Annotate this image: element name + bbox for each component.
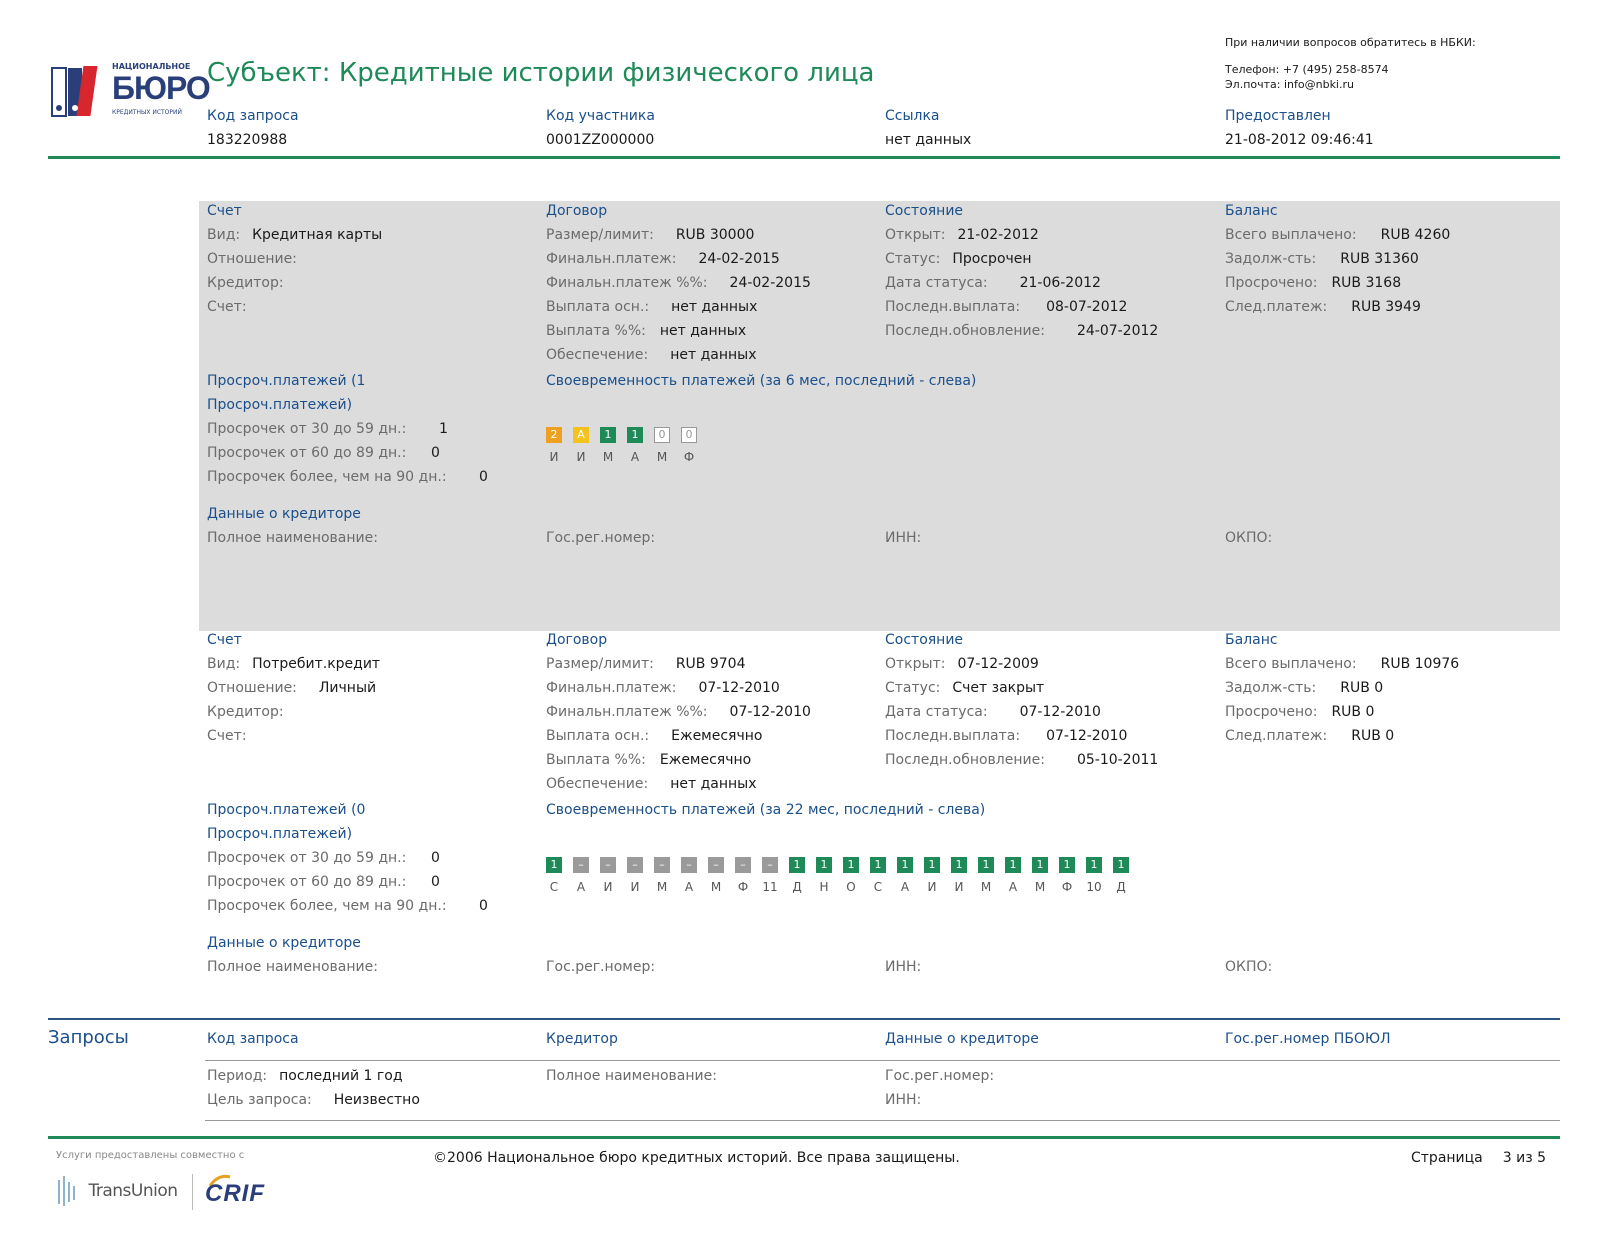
payment-status-cell: 1 (600, 427, 616, 443)
transunion-mark-icon (56, 1176, 78, 1206)
payment-status-cell: 1 (816, 857, 832, 873)
delinquencies-heading-2: Просроч.платежей) (207, 826, 353, 842)
total-paid-value: RUB 10976 (1380, 656, 1460, 672)
payment-month-label: А (900, 880, 910, 894)
final-payment-label: Финальн.платеж: (546, 251, 677, 267)
account-1-balance (1225, 199, 1450, 319)
debt-label: Задолж-сть: (1225, 680, 1317, 696)
full-name-label: Полное наименование: (207, 530, 378, 546)
account-1-timeliness-grid (546, 427, 708, 465)
requests-inn-label: ИНН: (885, 1092, 922, 1108)
footer-divider (48, 1136, 1560, 1139)
final-payment-value: 24-02-2015 (698, 251, 780, 267)
payment-month-label: Ф (737, 880, 749, 894)
payment-month-label: И (549, 450, 559, 464)
payment-status-cell: 1 (978, 857, 994, 873)
late-30-59-value: 0 (431, 850, 440, 866)
purpose-value: Неизвестно (333, 1092, 420, 1108)
status-value: Счет закрыт (952, 680, 1045, 696)
last-update-value: 24-07-2012 (1076, 323, 1159, 339)
creditor-label: Кредитор: (207, 704, 284, 720)
payment-status-cell: 1 (627, 427, 643, 443)
payment-month-label: А (630, 450, 640, 464)
limit-label: Размер/лимит: (546, 656, 654, 672)
collateral-value: нет данных (670, 347, 757, 363)
payment-status-cell: 1 (843, 857, 859, 873)
late-30-59-label: Просрочек от 30 до 59 дн.: (207, 421, 407, 437)
contact-email: Эл.почта: info@nbki.ru (1225, 78, 1354, 91)
total-paid-value: RUB 4260 (1380, 227, 1451, 243)
logo-main-text: БЮРО (112, 70, 210, 106)
requests-purpose (207, 1092, 420, 1108)
principal-payment-value: нет данных (671, 299, 758, 315)
interest-payment-label: Выплата %%: (546, 752, 646, 768)
next-payment-value: RUB 0 (1351, 728, 1395, 744)
overdue-value: RUB 0 (1331, 704, 1375, 720)
page-label: Страница (1411, 1150, 1483, 1166)
requests-title: Запросы (48, 1027, 129, 1048)
payment-month-label: А (684, 880, 694, 894)
requests-bottom-line (205, 1120, 1560, 1121)
status-label: Статус: (885, 251, 941, 267)
late-30-59-label: Просрочек от 30 до 59 дн.: (207, 850, 407, 866)
last-update-value: 05-10-2011 (1076, 752, 1159, 768)
limit-label: Размер/лимит: (546, 227, 654, 243)
member-code-label: Код участника (546, 108, 655, 124)
delinquencies-heading: Просроч.платежей (0 (207, 802, 366, 818)
payment-status-cell: 1 (870, 857, 886, 873)
payment-month-label: А (576, 880, 586, 894)
payment-month-label: И (630, 880, 640, 894)
payment-status-cell: 1 (897, 857, 913, 873)
payment-month-label: И (603, 880, 613, 894)
okpo-label: ОКПО: (1225, 959, 1273, 975)
requests-col-creditor: Кредитор (546, 1031, 618, 1047)
payment-month-label: Ф (683, 450, 695, 464)
account-2-creditor-heading: Данные о кредиторе (207, 935, 361, 951)
okpo-label: ОКПО: (1225, 530, 1273, 546)
status-label: Статус: (885, 680, 941, 696)
late-90-value: 0 (479, 469, 488, 485)
relation-value: Личный (318, 680, 377, 696)
payment-month-label: С (549, 880, 559, 894)
account-2-schet (207, 628, 380, 748)
total-paid-label: Всего выплачено: (1225, 227, 1357, 243)
payment-month-label: М (710, 880, 722, 894)
payment-month-label: М (656, 880, 668, 894)
account-label: Счет: (207, 299, 247, 315)
status-date-label: Дата статуса: (885, 275, 988, 291)
late-90-value: 0 (479, 898, 488, 914)
logo (48, 62, 210, 120)
collateral-label: Обеспечение: (546, 776, 649, 792)
interest-payment-value: нет данных (659, 323, 747, 339)
status-date-label: Дата статуса: (885, 704, 988, 720)
purpose-label: Цель запроса: (207, 1092, 312, 1108)
status-value: Просрочен (952, 251, 1032, 267)
delinquencies-heading: Просроч.платежей (1 (207, 373, 366, 389)
requests-reg-label: Гос.рег.номер: (885, 1068, 995, 1084)
last-payment-value: 07-12-2010 (1046, 728, 1128, 744)
payment-month-label: Ф (1061, 880, 1073, 894)
page-number (1411, 1150, 1546, 1166)
late-90-label: Просрочек более, чем на 90 дн.: (207, 469, 447, 485)
final-payment-pct-label: Финальн.платеж %%: (546, 275, 708, 291)
payment-month-label: М (980, 880, 992, 894)
account-1-creditor-heading: Данные о кредиторе (207, 506, 361, 522)
contract-heading: Договор (546, 632, 608, 648)
payment-status-cell: 1 (924, 857, 940, 873)
reference-label: Ссылка (885, 108, 940, 124)
state-heading: Состояние (885, 632, 964, 648)
overdue-label: Просрочено: (1225, 704, 1318, 720)
final-payment-value: 07-12-2010 (698, 680, 780, 696)
payment-status-cell: 1 (951, 857, 967, 873)
transunion-text: TransUnion (88, 1181, 178, 1201)
payment-status-cell: 1 (1059, 857, 1075, 873)
payment-status-cell: – (573, 857, 589, 873)
requests-col-creditor-data: Данные о кредиторе (885, 1031, 1039, 1047)
payment-month-label: М (1034, 880, 1046, 894)
collateral-label: Обеспечение: (546, 347, 649, 363)
principal-payment-label: Выплата осн.: (546, 299, 650, 315)
transunion-logo (56, 1176, 178, 1210)
status-date-value: 21-06-2012 (1019, 275, 1101, 291)
schet-heading: Счет (207, 632, 242, 648)
account-1-dogovor (546, 199, 811, 367)
requests-col-code: Код запроса (207, 1031, 299, 1047)
status-date-value: 07-12-2010 (1019, 704, 1101, 720)
last-payment-value: 08-07-2012 (1046, 299, 1128, 315)
payment-month-label: Н (819, 880, 829, 894)
contact-line: При наличии вопросов обратитесь в НБКИ: (1225, 36, 1476, 49)
late-60-89-value: 0 (431, 874, 440, 890)
reference-value: нет данных (885, 132, 972, 148)
type-label: Вид: (207, 656, 241, 672)
late-30-59-value: 1 (439, 421, 448, 437)
payment-status-cell: – (600, 857, 616, 873)
page-title: Субъект: Кредитные истории физического лица (207, 58, 875, 88)
payment-status-cell: 1 (1113, 857, 1129, 873)
logo-binders-icon (48, 62, 110, 120)
requests-divider (48, 1018, 1560, 1020)
requests-period (207, 1068, 403, 1084)
last-payment-label: Последн.выплата: (885, 728, 1021, 744)
delinquencies-heading-2: Просроч.платежей) (207, 397, 353, 413)
account-2-delinquencies (207, 798, 488, 918)
last-payment-label: Последн.выплата: (885, 299, 1021, 315)
payment-status-cell: 1 (546, 857, 562, 873)
full-name-label: Полное наименование: (207, 959, 378, 975)
period-label: Период: (207, 1068, 268, 1084)
payment-month-label: И (576, 450, 586, 464)
header-divider (48, 156, 1560, 159)
request-code-value: 183220988 (207, 132, 288, 148)
payment-status-cell: 1 (1086, 857, 1102, 873)
limit-value: RUB 30000 (675, 227, 755, 243)
account-1-schet (207, 199, 382, 319)
payment-status-cell: 1 (789, 857, 805, 873)
payment-month-label: И (927, 880, 937, 894)
principal-payment-value: Ежемесячно (671, 728, 763, 744)
payment-status-cell: 0 (654, 427, 670, 443)
inn-label: ИНН: (885, 530, 922, 546)
account-1-delinquencies (207, 369, 488, 489)
provided-label: Предоставлен (1225, 108, 1331, 124)
type-label: Вид: (207, 227, 241, 243)
balance-heading: Баланс (1225, 632, 1278, 648)
contact-phone: Телефон: +7 (495) 258-8574 (1225, 63, 1389, 76)
payment-status-cell: – (762, 857, 778, 873)
final-payment-pct-value: 24-02-2015 (729, 275, 811, 291)
final-payment-pct-value: 07-12-2010 (729, 704, 811, 720)
period-value: последний 1 год (279, 1068, 403, 1084)
next-payment-label: След.платеж: (1225, 728, 1328, 744)
requests-full-name-label: Полное наименование: (546, 1068, 717, 1084)
timeliness-months (546, 449, 708, 465)
relation-label: Отношение: (207, 251, 297, 267)
account-2-balance (1225, 628, 1459, 748)
collateral-value: нет данных (670, 776, 757, 792)
total-paid-label: Всего выплачено: (1225, 656, 1357, 672)
debt-value: RUB 31360 (1340, 251, 1419, 267)
interest-payment-value: Ежемесячно (659, 752, 752, 768)
crif-text: CRIF (205, 1180, 265, 1207)
account-2-timeliness-heading: Своевременность платежей (за 22 мес, последний - слева) (546, 802, 986, 818)
late-90-label: Просрочек более, чем на 90 дн.: (207, 898, 447, 914)
overdue-value: RUB 3168 (1331, 275, 1402, 291)
payment-month-label: С (873, 880, 883, 894)
inn-label: ИНН: (885, 959, 922, 975)
payment-status-cell: 2 (546, 427, 562, 443)
payment-month-label: М (656, 450, 668, 464)
opened-value: 07-12-2009 (957, 656, 1039, 672)
account-2-dogovor (546, 628, 811, 796)
payment-month-label: Д (1116, 880, 1126, 894)
timeliness-cells (546, 857, 1140, 873)
payment-month-label: 11 (762, 880, 778, 894)
timeliness-months (546, 879, 1140, 895)
contract-heading: Договор (546, 203, 608, 219)
account-2-timeliness-grid (546, 857, 1140, 895)
payment-month-label: М (602, 450, 614, 464)
payment-status-cell: – (654, 857, 670, 873)
copyright: ©2006 Национальное бюро кредитных историй. Все права защищены. (433, 1150, 960, 1166)
interest-payment-label: Выплата %%: (546, 323, 646, 339)
late-60-89-label: Просрочек от 60 до 89 дн.: (207, 874, 407, 890)
page-value: 3 из 5 (1502, 1150, 1547, 1166)
limit-value: RUB 9704 (675, 656, 746, 672)
overdue-label: Просрочено: (1225, 275, 1318, 291)
payment-status-cell: 1 (1005, 857, 1021, 873)
member-code-value: 0001ZZ000000 (546, 132, 655, 148)
creditor-label: Кредитор: (207, 275, 284, 291)
late-60-89-value: 0 (431, 445, 440, 461)
state-heading: Состояние (885, 203, 964, 219)
account-label: Счет: (207, 728, 247, 744)
opened-label: Открыт: (885, 656, 946, 672)
next-payment-label: След.платеж: (1225, 299, 1328, 315)
footer-services: Услуги предоставлены совместно с (56, 1150, 245, 1161)
reg-number-label: Гос.рег.номер: (546, 959, 656, 975)
request-code-label: Код запроса (207, 108, 299, 124)
balance-heading: Баланс (1225, 203, 1278, 219)
logo-sub-text: КРЕДИТНЫХ ИСТОРИЙ (112, 109, 182, 116)
late-60-89-label: Просрочек от 60 до 89 дн.: (207, 445, 407, 461)
payment-status-cell: – (708, 857, 724, 873)
payment-status-cell: – (681, 857, 697, 873)
payment-month-label: 10 (1086, 880, 1102, 894)
timeliness-cells (546, 427, 708, 443)
last-update-label: Последн.обновление: (885, 752, 1045, 768)
payment-month-label: О (846, 880, 856, 894)
account-1-timeliness-heading: Своевременность платежей (за 6 мес, последний - слева) (546, 373, 977, 389)
provided-value: 21-08-2012 09:46:41 (1225, 132, 1374, 148)
payment-month-label: Д (792, 880, 802, 894)
payment-status-cell: 0 (681, 427, 697, 443)
type-value: Потребит.кредит (252, 656, 381, 672)
next-payment-value: RUB 3949 (1351, 299, 1421, 315)
debt-label: Задолж-сть: (1225, 251, 1317, 267)
last-update-label: Последн.обновление: (885, 323, 1045, 339)
payment-status-cell: 1 (1032, 857, 1048, 873)
final-payment-pct-label: Финальн.платеж %%: (546, 704, 708, 720)
account-2-state (885, 628, 1158, 772)
payment-status-cell: A (573, 427, 589, 443)
principal-payment-label: Выплата осн.: (546, 728, 650, 744)
payment-status-cell: – (735, 857, 751, 873)
payment-month-label: А (1008, 880, 1018, 894)
final-payment-label: Финальн.платеж: (546, 680, 677, 696)
logo-separator (192, 1174, 193, 1210)
payment-month-label: И (954, 880, 964, 894)
type-value: Кредитная карты (252, 227, 383, 243)
debt-value: RUB 0 (1340, 680, 1384, 696)
opened-label: Открыт: (885, 227, 946, 243)
schet-heading: Счет (207, 203, 242, 219)
reg-number-label: Гос.рег.номер: (546, 530, 656, 546)
payment-status-cell: – (627, 857, 643, 873)
relation-label: Отношение: (207, 680, 297, 696)
requests-header-line (205, 1060, 1560, 1061)
account-1-state (885, 199, 1158, 343)
requests-col-regnum: Гос.рег.номер ПБОЮЛ (1225, 1031, 1391, 1047)
logo-top-text: НАЦИОНАЛЬНОЕ (112, 62, 191, 71)
opened-value: 21-02-2012 (957, 227, 1039, 243)
